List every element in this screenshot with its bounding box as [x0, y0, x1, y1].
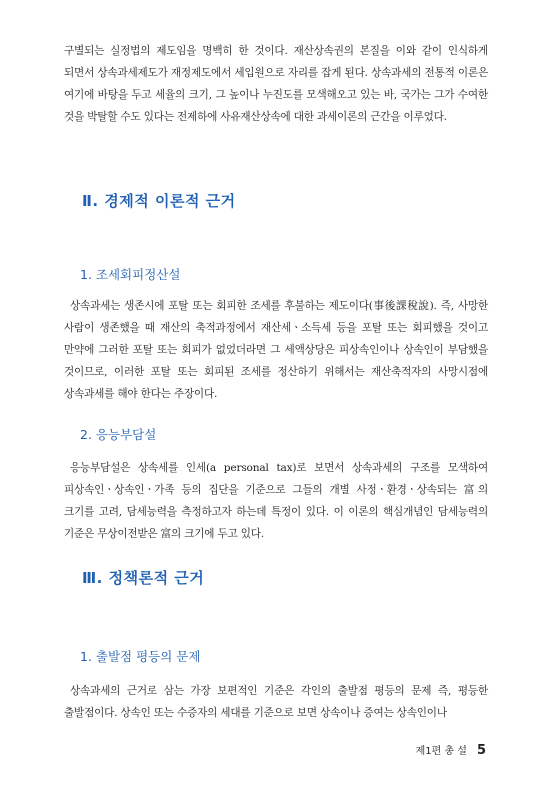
section-2-1-heading: 1. 조세회피정산설 — [80, 267, 181, 282]
intro-text: 구별되는 실정법의 제도임을 명백히 한 것이다. 재산상속권의 본질을 이와 같이 인식하게 되면서 상속과세제도가 재정제도에서 세입원으로 자리를 잡게 된다. 상속과세의 전통적 이론은 여기에 바탕을 두고 세율의 크기, 그 높이나 누진도를 모색해오고 있는 바, 국가는 그가 수여한 것을 박탈할 수도 있다는 전제하에 사유재산상속에 대한 과세이론의 근간을 이루었다. — [64, 45, 488, 123]
page-number: 5 — [476, 743, 486, 758]
section-2-1-paragraph — [64, 295, 488, 405]
footer-part-label: 제1편 총 설 — [415, 746, 467, 757]
section-2-1-text: 상속과세는 생존시에 포탈 또는 회피한 조세를 후불하는 제도이다(事後課稅說). 즉, 사망한 사람이 생존했을 때 재산의 축적과정에서 재산세ㆍ소득세 등을 포탈 또는 회피했을 것이고 만약에 그러한 포탈 또는 회피가 없었더라면 그 세액상당은 피상속인이나 상속인이 부담했을 것이므로, 이러한 포탈 또는 회피된 조세를 정산하기 위해서는 재산축적자의 사망시점에 상속과세를 해야 한다는 주장이다. — [64, 300, 488, 400]
page-footer — [416, 742, 486, 758]
section-2-2-heading: 2. 응능부담설 — [80, 427, 157, 442]
chapter-2-heading: Ⅱ. 경제적 이론적 근거 — [82, 192, 236, 210]
section-3-1-heading: 1. 출발점 평등의 문제 — [80, 649, 201, 664]
chapter-3-heading: Ⅲ. 정책론적 근거 — [82, 569, 205, 587]
section-2-2-paragraph — [64, 457, 488, 545]
intro-paragraph — [64, 40, 488, 128]
section-3-1-paragraph — [64, 680, 488, 724]
section-3-1-text: 상속과세의 근거로 삼는 가장 보편적인 기준은 각인의 출발점 평등의 문제 즉, 평등한 출발점이다. 상속인 또는 수증자의 세대를 기준으로 보면 상속이나 증여는 상속인이나 — [64, 685, 488, 719]
section-2-2-text: 응능부담설은 상속세를 인세(a personal tax)로 보면서 상속과세의 구조를 모색하여 피상속인ㆍ상속인ㆍ가족 등의 집단을 기준으로 그들의 개별 사정ㆍ환경ㆍ상속되는 富의 크기를 고려, 담세능력을 측정하고자 하는데 특정이 있다. 이 이론의 핵심개념인 담세능력의 기준은 무상이전받은 富의 크기에 두고 있다. — [64, 462, 488, 540]
